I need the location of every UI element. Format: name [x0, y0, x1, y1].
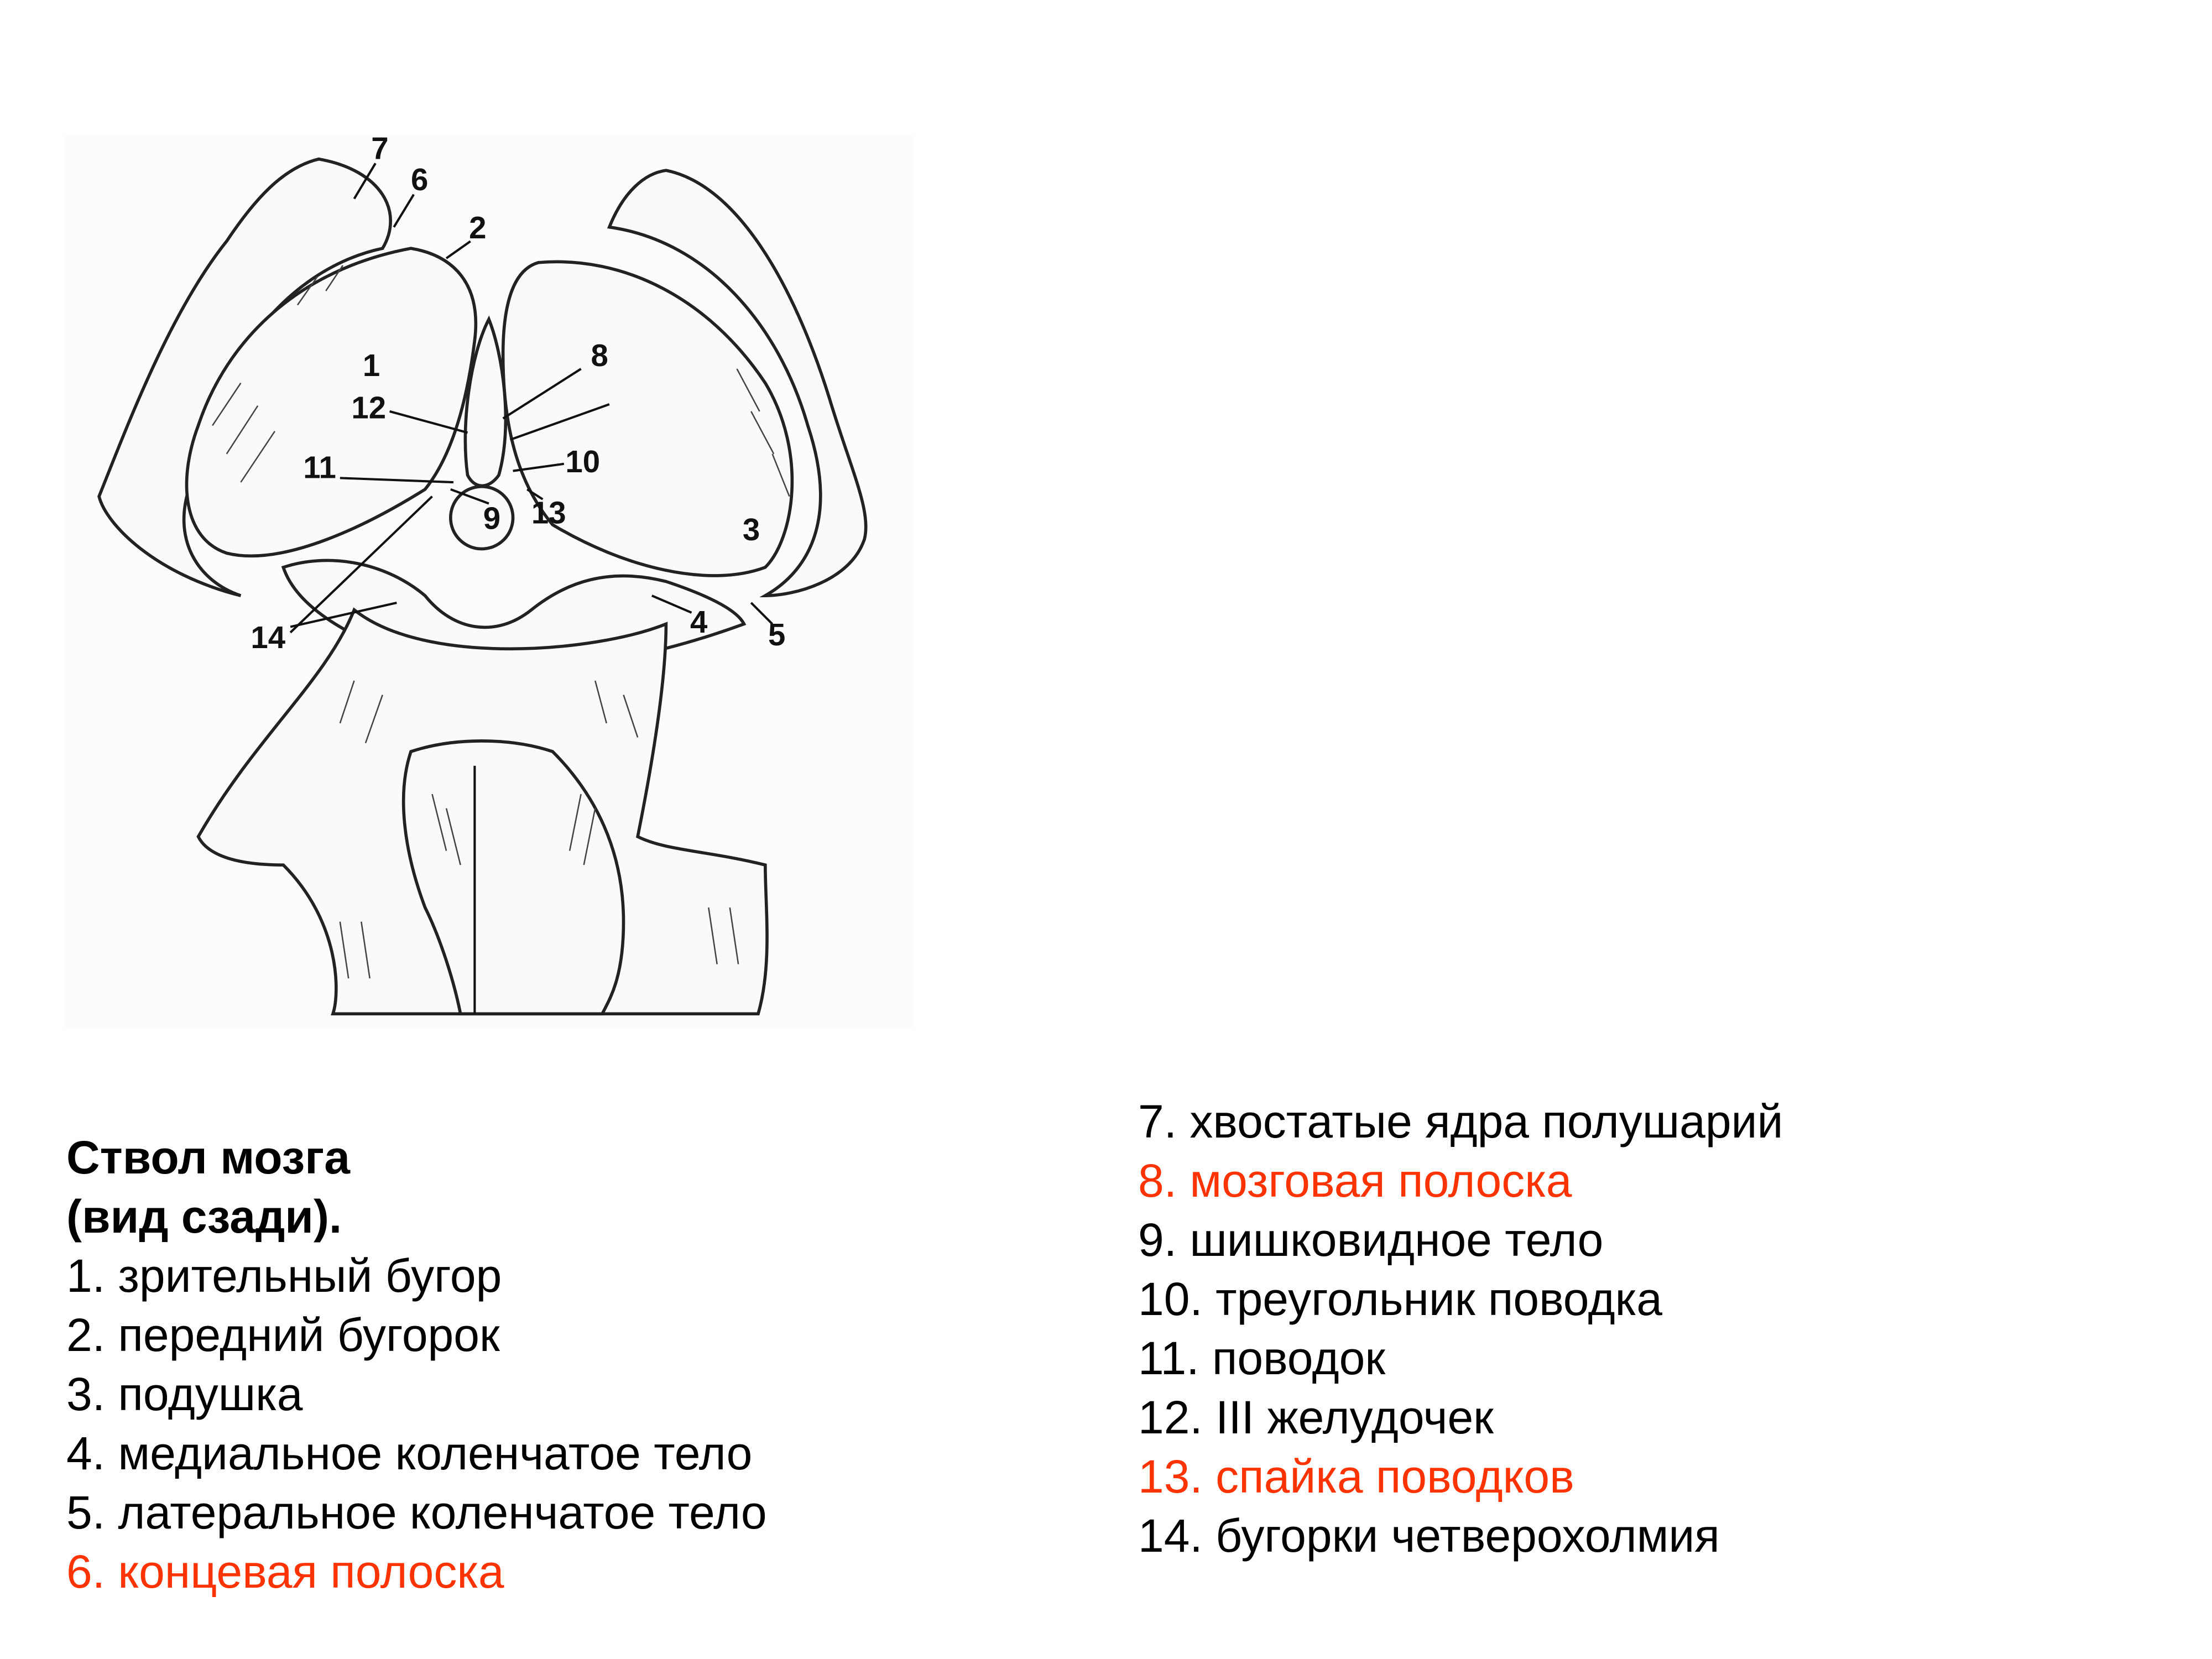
legend-item-2: 2. передний бугорок [66, 1309, 500, 1361]
legend-right-column [1138, 1092, 1783, 1566]
legend-item-11: 11. поводок [1138, 1332, 1386, 1384]
brainstem-illustration [64, 135, 914, 1028]
label-4: 4 [690, 604, 708, 639]
legend-item-14: 14. бугорки четверохолмия [1138, 1510, 1720, 1562]
label-11: 11 [303, 450, 336, 485]
legend-title: Ствол мозга [66, 1131, 350, 1183]
legend-item-8: 8. мозговая полоска [1138, 1155, 1572, 1207]
legend-item-12: 12. III желудочек [1138, 1391, 1494, 1443]
label-9: 9 [483, 500, 501, 536]
legend-item-5: 5. латеральное коленчатое тело [66, 1486, 767, 1538]
legend-item-4: 4. медиальное коленчатое тело [66, 1427, 753, 1479]
legend-subtitle: (вид сзади). [66, 1191, 342, 1243]
legend-item-3: 3. подушка [66, 1368, 303, 1420]
legend-item-9: 9. шишковидное тело [1138, 1214, 1604, 1266]
label-7: 7 [371, 135, 389, 166]
legend-item-1: 1. зрительный бугор [66, 1250, 502, 1302]
legend-left-column [66, 1128, 767, 1601]
label-5: 5 [768, 617, 786, 652]
label-12: 12 [351, 390, 387, 425]
legend-item-7: 7. хвостатые ядра полушарий [1138, 1095, 1783, 1147]
legend-item-10: 10. треугольник поводка [1138, 1273, 1662, 1325]
label-3: 3 [742, 512, 760, 547]
legend-item-6: 6. концевая полоска [66, 1546, 504, 1598]
legend-item-13: 13. спайка поводков [1138, 1451, 1574, 1503]
label-14: 14 [251, 619, 286, 655]
label-1: 1 [362, 347, 380, 383]
label-6: 6 [411, 162, 429, 197]
label-2: 2 [469, 210, 487, 246]
label-10: 10 [565, 444, 601, 479]
pineal-body [451, 487, 513, 549]
label-8: 8 [591, 337, 608, 373]
label-13: 13 [531, 495, 566, 530]
